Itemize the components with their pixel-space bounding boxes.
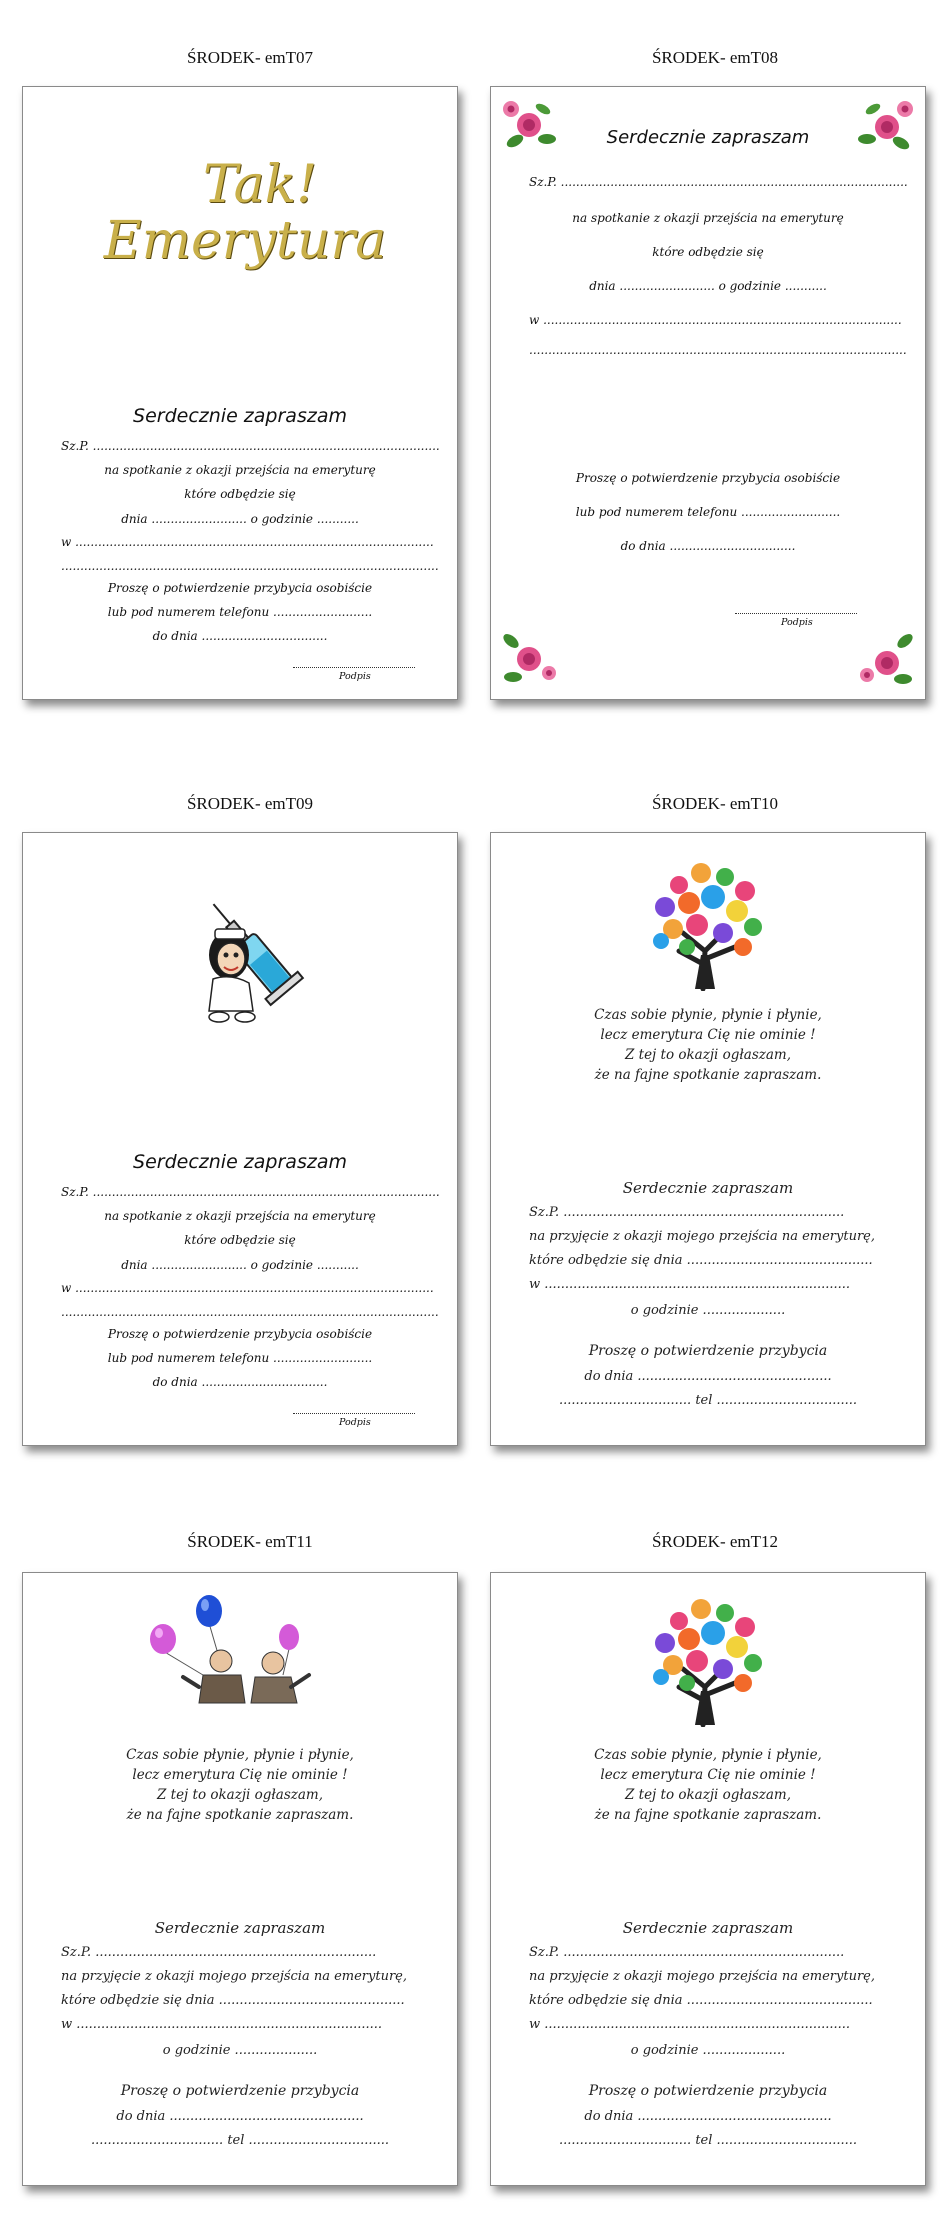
- which-line: które odbędzie się: [184, 487, 296, 501]
- tel-line: ................................ tel ..................................: [558, 1393, 858, 1408]
- product-code-label: ŚRODEK- emT09: [186, 794, 314, 813]
- confirm-line: Proszę o potwierdzenie przybycia osobiście: [107, 1327, 373, 1341]
- dancing-seniors-balloons-icon: [133, 1591, 353, 1709]
- occasion-line: na spotkanie z okazji przejścia na emeryturę: [104, 463, 376, 477]
- poem-line: lecz emerytura Cię nie ominie !: [132, 1767, 348, 1783]
- tel-line: ................................ tel ..................................: [90, 2133, 390, 2148]
- dotted-line: ...................................................................................................: [529, 343, 907, 357]
- poem-line: Z tej to okazji ogłaszam,: [624, 1787, 792, 1803]
- signature-label: Podpis: [781, 617, 813, 628]
- poem: [23, 1745, 457, 1825]
- confirm-line: Proszę o potwierdzenie przybycia osobiście: [575, 471, 841, 485]
- invitation-heading: Serdecznie zapraszam: [154, 1919, 326, 1937]
- invitation-card-emT10: [490, 832, 926, 1446]
- invitation-card-emT12: [490, 1572, 926, 2186]
- guest-line: Sz.P. ...........................................................................................: [529, 175, 908, 189]
- invitation-heading: Serdecznie zapraszam: [133, 405, 347, 427]
- signature-label: Podpis: [339, 671, 371, 682]
- confirm-line: Proszę o potwierdzenie przybycia: [120, 2083, 360, 2099]
- signature-line: [735, 613, 857, 614]
- title-emerytura: Emerytura: [103, 211, 387, 271]
- product-code-label: ŚRODEK- emT08: [651, 48, 779, 67]
- hour-line: o godzinie ....................: [162, 2043, 318, 2058]
- hour-line: o godzinie ....................: [630, 2043, 786, 2058]
- party-line: na przyjęcie z okazji mojego przejścia na emeryturę,: [529, 1229, 876, 1244]
- guest-line: Sz.P. ....................................................................: [61, 1945, 377, 1960]
- guest-line: Sz.P. ...........................................................................................: [61, 1185, 440, 1199]
- poem: [491, 1745, 925, 1825]
- place-line: w ..............................................................................................: [61, 1281, 434, 1295]
- invitation-heading: Serdecznie zapraszam: [606, 127, 810, 148]
- place-line: w ..........................................................................: [61, 2017, 383, 2032]
- product-code-label: ŚRODEK- emT07: [186, 48, 314, 67]
- phone-line: lub pod numerem telefonu ..........................: [575, 505, 841, 519]
- place-line: w ..............................................................................................: [61, 535, 434, 549]
- rose-corner-icon: [853, 623, 917, 689]
- invitation-card-emT07: [22, 86, 458, 700]
- signature-line: [293, 667, 415, 668]
- date-time-line: dnia ......................... o godzinie ...........: [121, 512, 359, 526]
- which-line: które odbędzie się dnia .............................................: [61, 1993, 405, 2008]
- poem-line: Czas sobie płynie, płynie i płynie,: [126, 1747, 354, 1763]
- product-code-label: ŚRODEK- emT10: [651, 794, 779, 813]
- confirm-line: Proszę o potwierdzenie przybycia osobiście: [107, 581, 373, 595]
- product-code-label: ŚRODEK- emT12: [651, 1532, 779, 1551]
- rose-corner-icon: [499, 623, 563, 689]
- invitation-heading: Serdecznie zapraszam: [133, 1151, 347, 1173]
- phone-line: lub pod numerem telefonu ..........................: [107, 605, 373, 619]
- nurse-syringe-icon: [191, 893, 309, 1025]
- until-line: do dnia .................................: [620, 539, 796, 553]
- signature-line: [293, 1413, 415, 1414]
- place-line: w ..............................................................................................: [529, 313, 902, 327]
- hour-line: o godzinie ....................: [630, 1303, 786, 1318]
- poem-line: że na fajne spotkanie zapraszam.: [126, 1807, 354, 1823]
- heart-tree-icon: [643, 855, 773, 991]
- which-line: które odbędzie się: [652, 245, 764, 259]
- invitation-card-emT11: [22, 1572, 458, 2186]
- place-line: w ..........................................................................: [529, 2017, 851, 2032]
- poem-line: Z tej to okazji ogłaszam,: [624, 1047, 792, 1063]
- tel-line: ................................ tel ..................................: [558, 2133, 858, 2148]
- guest-line: Sz.P. ....................................................................: [529, 1945, 845, 1960]
- poem-line: Czas sobie płynie, płynie i płynie,: [594, 1747, 822, 1763]
- until-line: do dnia ...............................................: [584, 2109, 832, 2124]
- invitation-card-emT08: [490, 86, 926, 700]
- invitation-card-emT09: [22, 832, 458, 1446]
- until-line: do dnia ...............................................: [116, 2109, 364, 2124]
- place-line: w ..........................................................................: [529, 1277, 851, 1292]
- dotted-line: ...................................................................................................: [61, 1305, 439, 1319]
- guest-line: Sz.P. ....................................................................: [529, 1205, 845, 1220]
- party-line: na przyjęcie z okazji mojego przejścia na emeryturę,: [61, 1969, 408, 1984]
- occasion-line: na spotkanie z okazji przejścia na emeryturę: [104, 1209, 376, 1223]
- poem-line: lecz emerytura Cię nie ominie !: [600, 1767, 816, 1783]
- invitation-heading: Serdecznie zapraszam: [622, 1179, 794, 1197]
- title-tak: Tak!: [202, 155, 318, 215]
- signature-label: Podpis: [339, 1417, 371, 1428]
- poem-line: że na fajne spotkanie zapraszam.: [594, 1807, 822, 1823]
- confirm-line: Proszę o potwierdzenie przybycia: [588, 1343, 828, 1359]
- occasion-line: na spotkanie z okazji przejścia na emeryturę: [572, 211, 844, 225]
- which-line: które odbędzie się: [184, 1233, 296, 1247]
- poem-line: Z tej to okazji ogłaszam,: [156, 1787, 324, 1803]
- phone-line: lub pod numerem telefonu ..........................: [107, 1351, 373, 1365]
- which-line: które odbędzie się dnia .............................................: [529, 1993, 873, 2008]
- date-time-line: dnia ......................... o godzinie ...........: [121, 1258, 359, 1272]
- poem-line: Czas sobie płynie, płynie i płynie,: [594, 1007, 822, 1023]
- until-line: do dnia ...............................................: [584, 1369, 832, 1384]
- dotted-line: ...................................................................................................: [61, 559, 439, 573]
- date-time-line: dnia ......................... o godzinie ...........: [589, 279, 827, 293]
- poem-line: że na fajne spotkanie zapraszam.: [594, 1067, 822, 1083]
- guest-line: Sz.P. ...........................................................................................: [61, 439, 440, 453]
- poem-line: lecz emerytura Cię nie ominie !: [600, 1027, 816, 1043]
- heart-tree-icon: [643, 1591, 773, 1727]
- product-code-label: ŚRODEK- emT11: [187, 1532, 313, 1551]
- party-line: na przyjęcie z okazji mojego przejścia na emeryturę,: [529, 1969, 876, 1984]
- poem: [491, 1005, 925, 1085]
- invitation-heading: Serdecznie zapraszam: [622, 1919, 794, 1937]
- confirm-line: Proszę o potwierdzenie przybycia: [588, 2083, 828, 2099]
- until-line: do dnia .................................: [152, 1375, 328, 1389]
- until-line: do dnia .................................: [152, 629, 328, 643]
- which-line: które odbędzie się dnia .............................................: [529, 1253, 873, 1268]
